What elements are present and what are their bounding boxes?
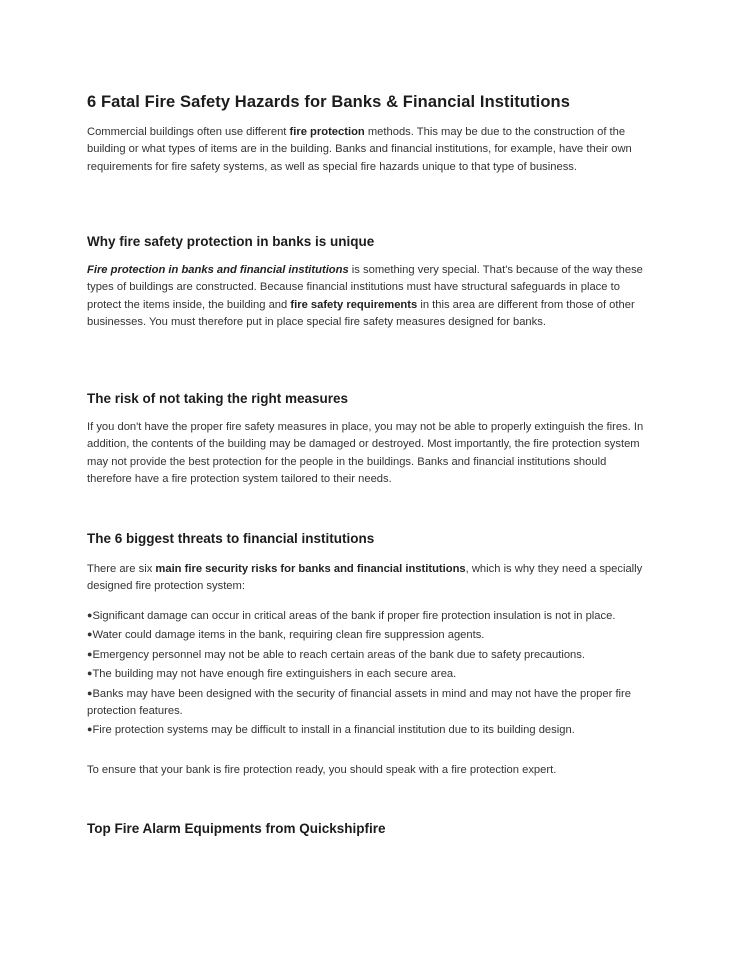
intro-paragraph (87, 124, 653, 176)
intro-bold-fire-protection: fire protection (289, 126, 365, 138)
unique-text-1: is something very special. That's because of the way these types of buildings are constructed. Because financial institutions must have structural safeguards in place to protect the items inside, the building and (87, 264, 643, 311)
bullet-icon: ● (87, 687, 93, 698)
heading-equipment: Top Fire Alarm Equipments from Quickshipfire (87, 821, 386, 836)
threats-text-1: There are six (87, 563, 156, 575)
document-title: 6 Fatal Fire Safety Hazards for Banks & Financial Institutions (87, 93, 570, 111)
bullet-icon: ● (87, 724, 93, 735)
list-item: ●Significant damage can occur in critical areas of the bank if proper fire protection insulation is not in place. (87, 610, 616, 622)
risk-paragraph: If you don't have the proper fire safety measures in place, you may not be able to properly extinguish the fires. In addition, the contents of the building may be damaged or destroyed. Most importantly, the fire protection system may not provide the best protection for the people in the buildings. Banks and financial institutions should therefore have a fire protection system tailored to their needs. (87, 421, 644, 486)
threats-closing-paragraph: To ensure that your bank is fire protection ready, you should speak with a fire protection expert. (87, 764, 557, 776)
threats-intro-paragraph (87, 561, 653, 596)
bullet-icon: ● (87, 668, 93, 679)
intro-text-1: Commercial buildings often use different (87, 126, 290, 138)
bullet-icon: ● (87, 610, 93, 620)
list-item: ●Emergency personnel may not be able to reach certain areas of the bank due to safety precautions. (87, 648, 585, 661)
intro-text-2: methods. This may be due to the construction of the building or what types of items are in the building. Banks and financial institutions, for example, have their own requirements for fire safety systems, as well as special fire hazards unique to that type of business. (87, 126, 632, 173)
unique-bold-italic-phrase: Fire protection in banks and financial institutions (87, 264, 349, 276)
threats-bold-risks: main fire security risks for banks and financial institutions (155, 563, 466, 575)
list-item: ●Banks may have been designed with the security of financial assets in mind and may not have the proper fire protection features. (87, 687, 631, 718)
list-item: ●The building may not have enough fire extinguishers in each secure area. (87, 668, 457, 681)
threats-text-2: , which is why they need a specially designed fire protection system: (87, 563, 643, 593)
bullet-icon: ● (87, 648, 93, 659)
list-item: ●Fire protection systems may be difficult to install in a financial institution due to its building design. (87, 724, 575, 737)
list-item: ●Water could damage items in the bank, requiring clean fire suppression agents. (87, 629, 485, 642)
heading-risk: The risk of not taking the right measures (87, 391, 349, 406)
unique-text-2: in this area are different from those of other businesses. You must therefore put in place special fire safety measures designed for banks. (87, 298, 635, 329)
unique-paragraph (87, 262, 653, 332)
threats-list (87, 607, 653, 740)
heading-threats: The 6 biggest threats to financial institutions (87, 531, 375, 546)
unique-bold-requirements: fire safety requirements (290, 298, 418, 311)
bullet-icon: ● (87, 629, 93, 640)
heading-why-unique: Why fire safety protection in banks is unique (87, 234, 375, 249)
